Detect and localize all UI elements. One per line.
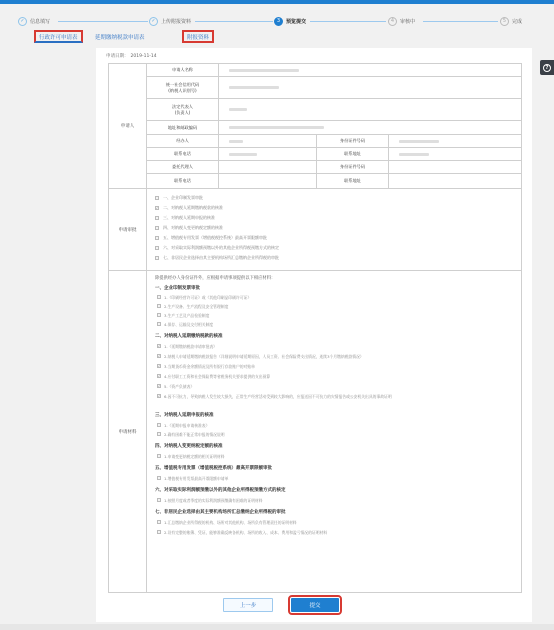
material-item[interactable]: 2.设有完整的账簿、凭证，能够准确反映各机构、场所的收入、成本、费用和盈亏情况的证明材料	[157, 530, 327, 535]
material-item[interactable]: ✓ 1.《延期缴纳税款申请审批表》	[157, 343, 217, 349]
materials-section	[147, 271, 521, 593]
field-value	[219, 99, 523, 120]
checkbox[interactable]	[155, 216, 159, 220]
materials-group-title: 三、对纳税人延期申报的核准	[155, 413, 214, 418]
field-value	[389, 161, 523, 173]
checkbox[interactable]	[155, 226, 159, 230]
materials-group-title: 二、对纳税人延期缴纳税款的核准	[155, 334, 223, 339]
matter-option[interactable]: 五、增值税专用发票（增值税税控系统）最高开票限额审批	[155, 235, 267, 241]
apply-date: 申请日期： 2019-11-14	[106, 54, 157, 59]
step-label: 审核中	[400, 18, 416, 25]
checkbox-checked[interactable]: ✓	[157, 383, 161, 388]
form-preview-panel	[96, 48, 532, 622]
checkbox-checked[interactable]: ✓	[157, 373, 161, 378]
tab-attachments[interactable]: 附报资料	[182, 30, 214, 43]
bottom-scroll-area	[0, 624, 554, 630]
matter-option[interactable]: 七、非居民企业选择由其主要机构场所汇总缴纳企业所得税的审批	[155, 255, 279, 261]
field-value	[219, 148, 317, 160]
material-item[interactable]: 3.生产工艺及产品检验制度	[157, 313, 209, 318]
check-icon: ✓	[18, 17, 27, 26]
checkbox[interactable]	[157, 322, 161, 326]
step-connector	[58, 21, 148, 22]
applicant-section	[147, 64, 521, 188]
checkbox[interactable]	[157, 454, 161, 458]
field-label: 申请人名称	[147, 64, 219, 76]
top-accent-bar	[0, 0, 554, 4]
materials-intro: 除提供经办人身份证件外，应根据申请事项提供以下相应材料：	[155, 276, 276, 281]
checkbox[interactable]	[157, 530, 161, 534]
step-preview-submit	[274, 14, 310, 28]
matter-option[interactable]: ✓ 二、对纳税人延期缴纳税款的核准	[155, 205, 223, 210]
step-label: 上传附报资料	[161, 18, 192, 25]
check-icon: ✓	[149, 17, 158, 26]
material-item[interactable]: ✓ 5.《资产负债表》	[157, 383, 195, 389]
checkbox[interactable]	[155, 256, 159, 260]
field-value	[219, 121, 523, 134]
step-connector	[423, 21, 498, 22]
checkbox[interactable]	[155, 246, 159, 250]
materials-group-title: 四、对纳税人变更纳税定额的核准	[155, 444, 223, 449]
checkbox[interactable]	[157, 520, 161, 524]
step-connector	[298, 21, 386, 22]
material-item[interactable]: 1.《印刷经营许可证》或《其他印刷品印刷许可证》	[157, 295, 251, 300]
materials-group-title: 一、企业印制发票审批	[155, 286, 200, 291]
step-label: 完成	[512, 18, 523, 25]
table-row	[147, 77, 521, 99]
matters-section-label: 申请审批	[109, 189, 147, 270]
step-info-fill	[18, 14, 54, 28]
field-value	[389, 135, 523, 147]
checkbox[interactable]	[157, 476, 161, 480]
form-footer	[96, 598, 532, 620]
step-upload	[149, 14, 195, 28]
field-label: 法定代表人 (负责人)	[147, 99, 219, 120]
table-row	[147, 148, 521, 161]
step-label: 预览提交	[286, 18, 307, 25]
materials-group-title: 六、对采取实际利润额预缴以外的其他企业所得税预缴方式的核定	[155, 488, 286, 493]
field-label: 身份证件号码	[317, 135, 389, 147]
tab-deferred-tax-form[interactable]: 延期缴纳税款申请表	[95, 34, 145, 41]
material-item[interactable]: 1.申请变更纳税定额的相关证明材料	[157, 454, 225, 459]
field-label: 统一社会信用代码 (纳税人识别号)	[147, 77, 219, 98]
matters-section	[147, 189, 521, 270]
field-label: 委托代理人	[147, 161, 219, 173]
matter-option[interactable]: 六、对采取实际利润额预缴以外的其他企业所得税预缴方式的核定	[155, 245, 279, 251]
field-value	[219, 174, 317, 188]
step-review	[388, 14, 419, 28]
matter-option[interactable]: 一、企业印制发票审批	[155, 195, 203, 201]
checkbox-checked[interactable]: ✓	[155, 206, 159, 210]
field-value	[389, 174, 523, 188]
materials-section-label: 申请材料	[109, 271, 147, 593]
table-row	[147, 135, 521, 148]
help-button[interactable]	[540, 60, 554, 75]
material-item[interactable]: 1.按照月度或者季度的实际利润额预缴确有困难的证明材料	[157, 498, 263, 503]
step-number: 5	[500, 17, 509, 26]
material-item[interactable]: ✓ 2.纳税人申请延期缴纳税款报告（详细说明申请延期原因，人员工资、社会保险费支出情况，连续3个月缴纳税款情况）	[157, 353, 364, 359]
material-item[interactable]: 1.《延期申报申请核准表》	[157, 423, 209, 428]
checkbox-checked[interactable]: ✓	[157, 363, 161, 368]
checkbox[interactable]	[157, 295, 161, 299]
checkbox[interactable]	[155, 196, 159, 200]
applicant-section-label: 申请人	[109, 64, 147, 188]
checkbox[interactable]	[155, 236, 159, 240]
field-label: 经办人	[147, 135, 219, 147]
table-row	[147, 121, 521, 135]
matter-option[interactable]: 四、对纳税人变更纳税定额的核准	[155, 225, 223, 231]
checkbox-checked[interactable]: ✓	[157, 343, 161, 348]
step-label: 信息填写	[30, 18, 51, 25]
field-value	[219, 161, 317, 173]
field-label: 联系地址	[317, 148, 389, 160]
table-row	[147, 161, 521, 174]
materials-group-title: 七、非居民企业选择由其主要机构场所汇总缴纳企业所得税的审批	[155, 510, 286, 515]
matter-option[interactable]: 三、对纳税人延期申报的核准	[155, 215, 215, 221]
checkbox[interactable]	[157, 313, 161, 317]
material-item[interactable]: ✓ 3.当期货币资金余额情况及所有银行存款账户的对账单	[157, 363, 255, 369]
material-item[interactable]: 2.确有困难不能正常申报的情况说明	[157, 432, 225, 437]
material-item[interactable]: 2.生产设备、生产流程及安全管理制度	[157, 304, 228, 309]
field-value	[389, 148, 523, 160]
material-item[interactable]: ✓ 4.应付职工工资和社会保险费等省税务机关要求提供的支出预算	[157, 373, 271, 379]
field-label: 联系地址	[317, 174, 389, 188]
checkbox[interactable]	[157, 432, 161, 436]
field-value	[219, 135, 317, 147]
step-done	[500, 14, 526, 28]
material-item[interactable]: ✓ 6.因不可抗力，导致纳税人发生较大损失，正常生产经营活动受到较大影响的，应报送因不可抗力的灾情报告或公安机关出具的事故证明	[157, 393, 392, 399]
table-row	[147, 64, 521, 77]
help-icon: ?	[543, 64, 551, 72]
checkbox[interactable]	[157, 498, 161, 502]
checkbox-checked[interactable]: ✓	[157, 353, 161, 358]
checkbox[interactable]	[157, 304, 161, 308]
field-value	[219, 64, 523, 76]
step-number: 3	[274, 17, 283, 26]
application-table	[108, 63, 522, 593]
field-value	[219, 77, 523, 98]
checkbox-checked[interactable]: ✓	[157, 393, 161, 398]
tab-admin-license-form[interactable]: 行政许可申请表	[34, 30, 83, 43]
checkbox[interactable]	[157, 423, 161, 427]
field-label: 联系电话	[147, 148, 219, 160]
table-row	[147, 174, 521, 188]
material-item[interactable]: 1.汇总缴纳企业所得税的机构、场所对其他机构、场所负有管理责任的证明材料	[157, 520, 297, 525]
table-row	[147, 99, 521, 121]
field-label: 地址和邮政编码	[147, 121, 219, 134]
materials-group-title: 五、增值税专用发票（增值税税控系统）最高开票限额审批	[155, 466, 272, 471]
step-number: 4	[388, 17, 397, 26]
submit-button[interactable]: 提交	[291, 598, 339, 612]
material-item[interactable]: 4.保存、运输及交付相关制度	[157, 322, 213, 327]
field-label: 身份证件号码	[317, 161, 389, 173]
material-item[interactable]: 1.增值税专用发票最高开票限额申请单	[157, 476, 228, 481]
field-label: 联系电话	[147, 174, 219, 188]
previous-step-button[interactable]: 上一步	[223, 598, 273, 612]
